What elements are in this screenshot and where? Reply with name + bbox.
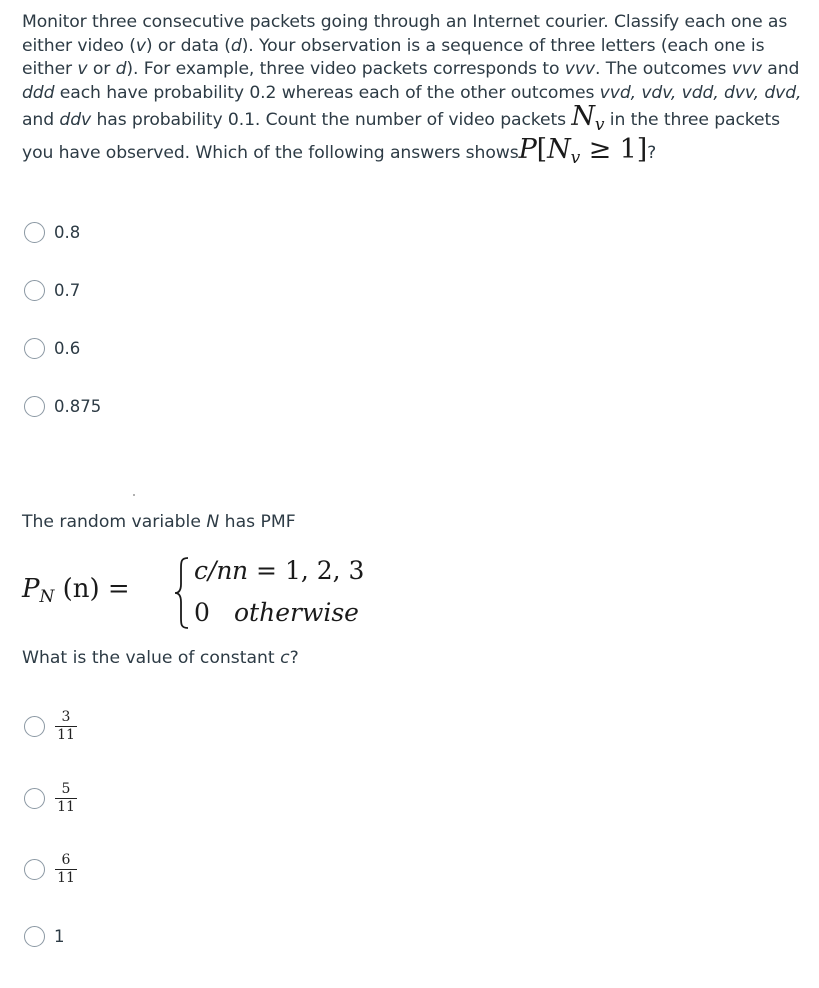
pmf-case-2-expr: 0 <box>194 598 210 627</box>
radio-button[interactable] <box>24 788 45 809</box>
radio-button[interactable] <box>24 926 45 947</box>
q1-option-3[interactable] <box>24 338 80 359</box>
question-2-prompt: What is the value of constant c? <box>22 648 299 668</box>
fraction: $\frac{6}{11}$ <box>55 853 77 886</box>
q1-option-4[interactable] <box>24 396 101 417</box>
radio-button[interactable] <box>24 338 45 359</box>
fraction: $\frac{3}{11}$ <box>55 710 77 743</box>
question-2-intro: The random variable N has PMF <box>22 512 296 532</box>
q2-option-2[interactable] <box>24 782 77 815</box>
pmf-case-2-cond: otherwise <box>234 598 359 627</box>
q2-option-1[interactable] <box>24 710 77 743</box>
q1-option-1[interactable] <box>24 222 80 243</box>
pmf-case-1-cond: n = 1, 2, 3 <box>232 556 365 585</box>
fraction: $\frac{5}{11}$ <box>55 782 77 815</box>
q1-option-2[interactable] <box>24 280 80 301</box>
option-label: 0.875 <box>54 397 102 416</box>
radio-button[interactable] <box>24 859 45 880</box>
pmf-equation <box>22 556 382 630</box>
stray-dot <box>133 494 135 496</box>
pmf-lhs: PN (n) = <box>22 574 130 607</box>
radio-button[interactable] <box>24 396 45 417</box>
nv-math: Nv <box>571 101 605 136</box>
left-brace-icon <box>172 556 192 630</box>
radio-button[interactable] <box>24 280 45 301</box>
q2-option-4[interactable] <box>24 926 65 947</box>
pmf-case-1-expr: c/n <box>194 556 233 585</box>
option-label: 0.7 <box>54 281 81 300</box>
radio-button[interactable] <box>24 222 45 243</box>
option-label: 1 <box>54 927 65 946</box>
radio-button[interactable] <box>24 716 45 737</box>
q2-option-3[interactable] <box>24 853 77 886</box>
option-label: 0.8 <box>54 223 81 242</box>
question-1-text: Monitor three consecutive packets going through an Internet courier. Classify each one as either video (v) or data (d). Your observation is a sequence of three letters (each one is either v or d). For example, three video packets corresponds to vvv. The outcomes vvv and ddd each have probability 0.2 whereas each of the other outcomes vvd, vdv, vdd, dvv, dvd, and ddv has probability 0.1. Count the number of video packets Nv in the three packets you have observed. Which of the following answers showsP[Nv ≥ 1]? <box>22 12 802 168</box>
option-label: 0.6 <box>54 339 81 358</box>
probability-expression: P[Nv ≥ 1] <box>518 133 648 168</box>
